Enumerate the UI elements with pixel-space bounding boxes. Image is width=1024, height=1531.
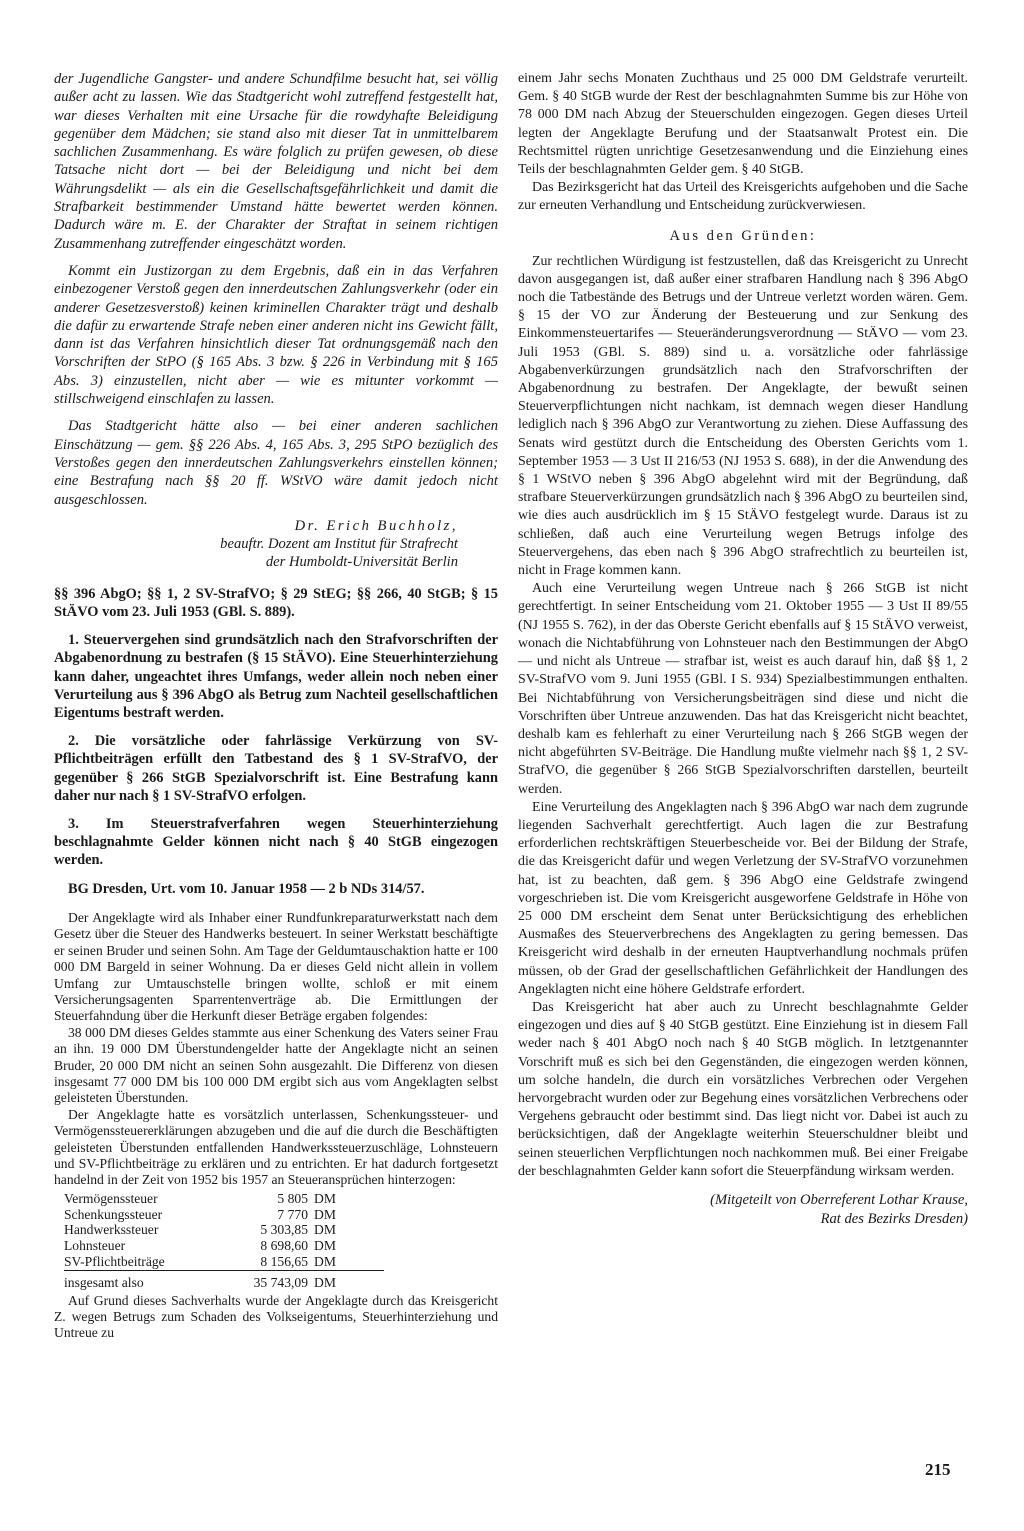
tax-currency: DM <box>314 1253 336 1269</box>
attribution-line: (Mitgeteilt von Oberreferent Lothar Krause, <box>710 1191 968 1208</box>
author-role: beauftr. Dozent am Institut für Strafrecht <box>220 535 458 552</box>
table-row <box>64 1222 384 1238</box>
tax-currency: DM <box>314 1238 336 1254</box>
judgment-text <box>518 70 968 216</box>
facts-paragraph: Der Angeklagte hatte es vorsätzlich unterlassen, Schenkungssteuer- und Vermögenssteuererklärungen abzugeben und die auf die durch die Beschäftigten geleisteten Überstunden entfallenden Handwerkssteuerzuschläge, Lohnsteuern und SV-Pflichtbeiträge zu erklären und zu entrichten. Er hat dadurch fortgesetzt handelnd in der Zeit von 1952 bis 1957 an Steueransprüchen hinterzogen: <box>54 1106 498 1188</box>
facts-continuation <box>54 1293 498 1342</box>
facts-paragraph: 38 000 DM dieses Geldes stammte aus einer Schenkung des Vaters seiner Frau an ihn. 19 000 DM Überstundengelder hatte der Angeklagte nicht an seinen Bruder, 20 000 DM nicht an seinen Sohn ausgezahlt. Die Differenz von diesen insgesamt 77 000 DM bis 100 000 DM ergibt sich aus vom Angeklagten selbst geleisteten Überstunden. <box>54 1024 498 1106</box>
tax-amount: 8 156,65 <box>260 1253 308 1269</box>
case-heading: §§ 396 AbgO; §§ 1, 2 SV-StrafVO; § 29 StEG; §§ 266, 40 StGB; § 15 StÄVO vom 23. Juli 1953 (GBl. S. 889). <box>54 585 498 621</box>
attribution <box>518 1191 968 1228</box>
attribution-line: Rat des Bezirks Dresden) <box>820 1210 968 1227</box>
tax-label: SV-Pflichtbeiträge <box>64 1253 165 1269</box>
facts-text <box>54 910 498 1189</box>
continuation-paragraph: einem Jahr sechs Monaten Zuchthaus und 25 000 DM Geldstrafe verurteilt. Gem. § 40 StGB wurde der Rest der beschlagnahmten Summe bis zur Höhe von 78 000 DM nach Abzug der Steuerschulden eingezogen. Gegen dieses Urteil legten der Angeklagte Berufung und der Staatsanwalt Protest ein. Die Rechtsmittel rügten unrichtige Gesetzesanwendung und die Einziehung eines Teils der beschlagnahmten Gelder gem. § 40 StGB. <box>518 71 968 178</box>
leitsatz: 1. Steuervergehen sind grundsätzlich nach den Strafvorschriften der Abgabenordnung zu bestrafen (§ 15 StÄVO). Eine Steuerhinterziehung kann daher, ungeachtet ihres Umfangs, weder allein noch neben einer Verurteilung aus § 396 AbgO als Betrug zum Nachteil gesellschaftlichen Eigentums bestraft werden. <box>54 632 498 722</box>
page-number: 215 <box>925 1460 951 1479</box>
tax-label: Vermögenssteuer <box>64 1190 158 1206</box>
grounds-paragraph: Eine Verurteilung des Angeklagten nach § 396 AbgO war nach dem zugrunde liegenden Sachverhalt gerechtfertigt. Auch lagen die zur Bestrafung erforderlichen rechtskräftigen Steuerbescheide vor. Bei der Bildung der Strafe, die das Kreisgericht dafür und wegen Verletzung der SV-StrafVO vorzunehmen hat, ist zu beachten, daß gem. § 396 AbgO eine Geldstrafe zwingend vorgeschrieben ist. Die vom Kreisgericht ausgeworfene Geldstrafe in Höhe von 25 000 DM erscheint dem Senat unter Berücksichtigung des erheblichen Ausmaßes des Steuerverbrechens des Angeklagten zu gering bemessen. Das Kreisgericht wird deshalb in der erneuten Hauptverhandlung nochmals prüfen müssen, ob der Grad der gesellschaftlichen Gefährlichkeit der Handlungen des Angeklagten nicht eine höhere Geldstrafe erfordert. <box>518 799 968 997</box>
tax-amount: 7 770 <box>277 1206 308 1222</box>
grounds-paragraph: Auch eine Verurteilung wegen Untreue nach § 266 StGB ist nicht gerechtfertigt. In seiner Entscheidung vom 21. Oktober 1955 — 3 Ust II 89/55 (NJ 1955 S. 762), in der das Oberste Gericht ebenfalls auf § 15 StÄVO verweist, wonach die Nichtabführung von Lohnsteuer nach den Bestimmungen der AbgO — und nicht als Untreue — strafbar ist, weist es auch darauf hin, daß §§ 1, 2 SV-StrafVO vom 9. Juni 1955 (GBl. I S. 934) Spezialbestimmungen enthalten. Bei Nichtabführung von Versicherungsbeiträgen sind diese und nicht die Vorschriften über Untreue anzuwenden. Das hat das Kreisgericht nicht beachtet, deshalb kam es fehlerhaft zu einer Verurteilung nach § 266 StGB wegen der nicht abgeführten SV-Beiträge. Die Handlung mußte vielmehr nach §§ 1, 2 SV-StrafVO, die gegenüber § 266 StGB Spezialvorschriften darstellen, beurteilt werden. <box>518 581 968 797</box>
tax-currency: DM <box>314 1190 336 1206</box>
grounds-paragraph: Zur rechtlichen Würdigung ist festzustellen, daß das Kreisgericht zu Unrecht davon ausgegangen ist, daß außer einer strafbaren Handlung nach § 396 AbgO noch die Tatbestände des Betrugs und der Untreue verletzt worden wären. Gem. § 15 der VO zur Änderung der Besteuerung und zur Senkung des Einkommensteuertarifes — Steueränderungsverordnung — StÄVO — vom 23. Juli 1953 (GBl. S. 889) sind u. a. vorsätzliche oder fahrlässige Abgabenverkürzungen grundsätzlich nach den Strafvorschriften der Abgabenordnung zu bestrafen. Der Angeklagte, der bewußt seinen Steuerverpflichtungen nicht nachkam, ist demnach wegen dieser Handlung lediglich nach § 396 AbgO zur Verantwortung zu ziehen. Diese Auffassung des Senats wird gestützt durch die Entscheidung des Obersten Gerichts vom 1. September 1953 — 3 Ust II 216/53 (NJ 1953 S. 688), in der die Anwendung des § 1 WStVO neben § 396 AbgO abgelehnt wird mit der Begründung, daß strafbare Steuerverkürzungen grundsätzlich nach § 396 AbgO zu beurteilen sind, wie dies auch ausdrücklich im § 15 StÄVO festgelegt wurde. Daraus ist zu schließen, daß auch eine Verurteilung wegen Betrugs infolge des Steuervergehens, das eben nach § 396 AbgO strafrechtlich zu beurteilen ist, nicht in Frage kommen kann. <box>518 253 968 579</box>
commentary-paragraph: der Jugendliche Gangster- und andere Schundfilme besucht hat, sei völlig außer acht zu lassen. Wie das Stadtgericht wohl zutreffend festgestellt hat, war dieses Verhalten mit eine Ursache für die rowdyhafte Beleidigung gegenüber dem Mädchen; sie stand also mit dieser Tat in unmittelbarem sachlichen Zusammenhang. Es wäre folglich zu prüfen gewesen, ob diese Tatsache nicht dort — bei der Beleidigung und nicht bei dem Währungsdelikt — als ein die Gesellschaftsgefährlichkeit und damit die Strafbarkeit bestimmender Umstand hätte bewertet werden können. Dadurch wäre m. E. der Charakter der Straftat in seinem richtigen Zusammenhang zutreffender eingeschätzt worden. <box>54 71 498 252</box>
tax-amount: 5 805 <box>277 1190 308 1206</box>
tax-currency: DM <box>314 1206 336 1222</box>
tax-amount: 5 303,85 <box>260 1222 308 1238</box>
total-amount: 35 743,09 <box>198 1270 314 1290</box>
right-column <box>518 70 968 1228</box>
facts-paragraph: Auf Grund dieses Sachverhalts wurde der Angeklagte durch das Kreisgericht Z. wegen Betrugs zum Schaden des Volkseigentums, Steuerhinterziehung und Untreue zu <box>54 1292 498 1341</box>
commentary-text <box>54 70 498 509</box>
grounds-heading: Aus den Gründen: <box>669 227 817 244</box>
table-row <box>64 1191 384 1207</box>
commentary-paragraph: Das Stadtgericht hätte also — bei einer anderen sachlichen Einschätzung — gem. §§ 226 Abs. 4, 165 Abs. 3, 295 StPO bezüglich des Verstoßes gegen den innerdeutschen Zahlungsverkehrs einstellen können; eine Bestrafung nach §§ 20 ff. WStVO wäre damit jedoch nicht ausgeschlossen. <box>54 418 498 508</box>
tax-currency: DM <box>314 1222 336 1238</box>
author-institution: der Humboldt-Universität Berlin <box>265 553 458 570</box>
decision-paragraph: Das Bezirksgericht hat das Urteil des Kreisgerichts aufgehoben und die Sache zur erneuten Verhandlung und Entscheidung zurückverwiesen. <box>518 180 968 214</box>
commentary-paragraph: Kommt ein Justizorgan zu dem Ergebnis, daß ein in das Verfahren einbezogener Verstoß gegen den innerdeutschen Zahlungsverkehr (oder ein anderer Gesetzesverstoß) keinen kriminellen Charakter trägt und deshalb die dafür zu erwartende Strafe neben einer anderen nicht ins Gewicht fällt, dann ist das Verfahren hinsichtlich dieser Tat ordnungsgemäß nach den Vorschriften der StPO (§ 165 Abs. 3 bzw. § 226 in Verbindung mit § 165 Abs. 3) einzustellen, nicht aber — wie es mitunter vorkommt — stillschweigend einschlafen zu lassen. <box>54 262 498 408</box>
total-label: insgesamt also <box>64 1270 198 1290</box>
tax-table <box>64 1191 384 1291</box>
grounds-paragraph: Das Kreisgericht hat aber auch zu Unrecht beschlagnahmte Gelder eingezogen und dies auf § 40 StGB gestützt. Eine Einziehung ist in diesem Fall weder nach § 401 AbgO noch nach § 40 StGB möglich. In letztgenannter Vorschrift muß es sich bei den Gegenständen, die eingezogen werden können, um solche handeln, die durch ein vorsätzliches Verbrechen oder Vergehen hervorgebracht wurden oder zur Begehung eines vorsätzlichen Verbrechens oder Vergehens gebraucht oder bestimmt sind. Das liegt nicht vor. Dabei ist auch zu berücksichtigen, daß der Angeklagte weiterhin Steuerschuldner bleibt und seinen steuerlichen Verpflichtungen noch nachkommen muß. Bei einer Freigabe der beschlagnahmten Gelder kann sofort die Steuerpfändung wirksam werden. <box>518 999 968 1179</box>
table-row <box>64 1254 384 1270</box>
left-column <box>54 70 498 1342</box>
tax-amount: 8 698,60 <box>260 1238 308 1254</box>
author-signature <box>54 517 498 571</box>
court-citation: BG Dresden, Urt. vom 10. Januar 1958 — 2 b NDs 314/57. <box>68 880 425 897</box>
total-currency: DM <box>314 1270 384 1290</box>
author-name: Dr. Erich Buchholz, <box>294 517 458 534</box>
tax-label: Lohnsteuer <box>64 1238 126 1254</box>
table-row <box>64 1207 384 1223</box>
grounds-text <box>518 253 968 1181</box>
tax-label: Handwerkssteuer <box>64 1222 159 1238</box>
leitsatz: 3. Im Steuerstrafverfahren wegen Steuerhinterziehung beschlagnahmte Gelder können nicht nach § 40 StGB eingezogen werden. <box>54 816 498 869</box>
table-row <box>64 1238 384 1254</box>
facts-paragraph: Der Angeklagte wird als Inhaber einer Rundfunkreparaturwerkstatt nach dem Gesetz über die Steuer des Handwerks besteuert. In seiner Werkstatt beschäftigte er seinen Bruder und seinen Sohn. Am Tage der Geldumtauschaktion hatte er 100 000 DM Bargeld in seiner Wohnung. Da er dieses Geld nicht allein in vollem Umfang zur Umtauschstelle bringen wollte, schloß er mit einem Versicherungsagenten Sparrentenverträge ab. Die Ermittlungen der Steuerfahndung über die Herkunft dieser Beträge ergaben folgendes: <box>54 909 498 1024</box>
tax-label: Schenkungssteuer <box>64 1206 163 1222</box>
leitsatz: 2. Die vorsätzliche oder fahrlässige Verkürzung von SV-Pflichtbeiträgen erfüllt den Tatbestand des § 1 SV-StrafVO, der gegenüber § 266 StGB Spezialvorschrift ist. Eine Bestrafung kann daher nur nach § 1 SV-StrafVO erfolgen. <box>54 733 498 804</box>
table-total-row <box>64 1270 384 1290</box>
